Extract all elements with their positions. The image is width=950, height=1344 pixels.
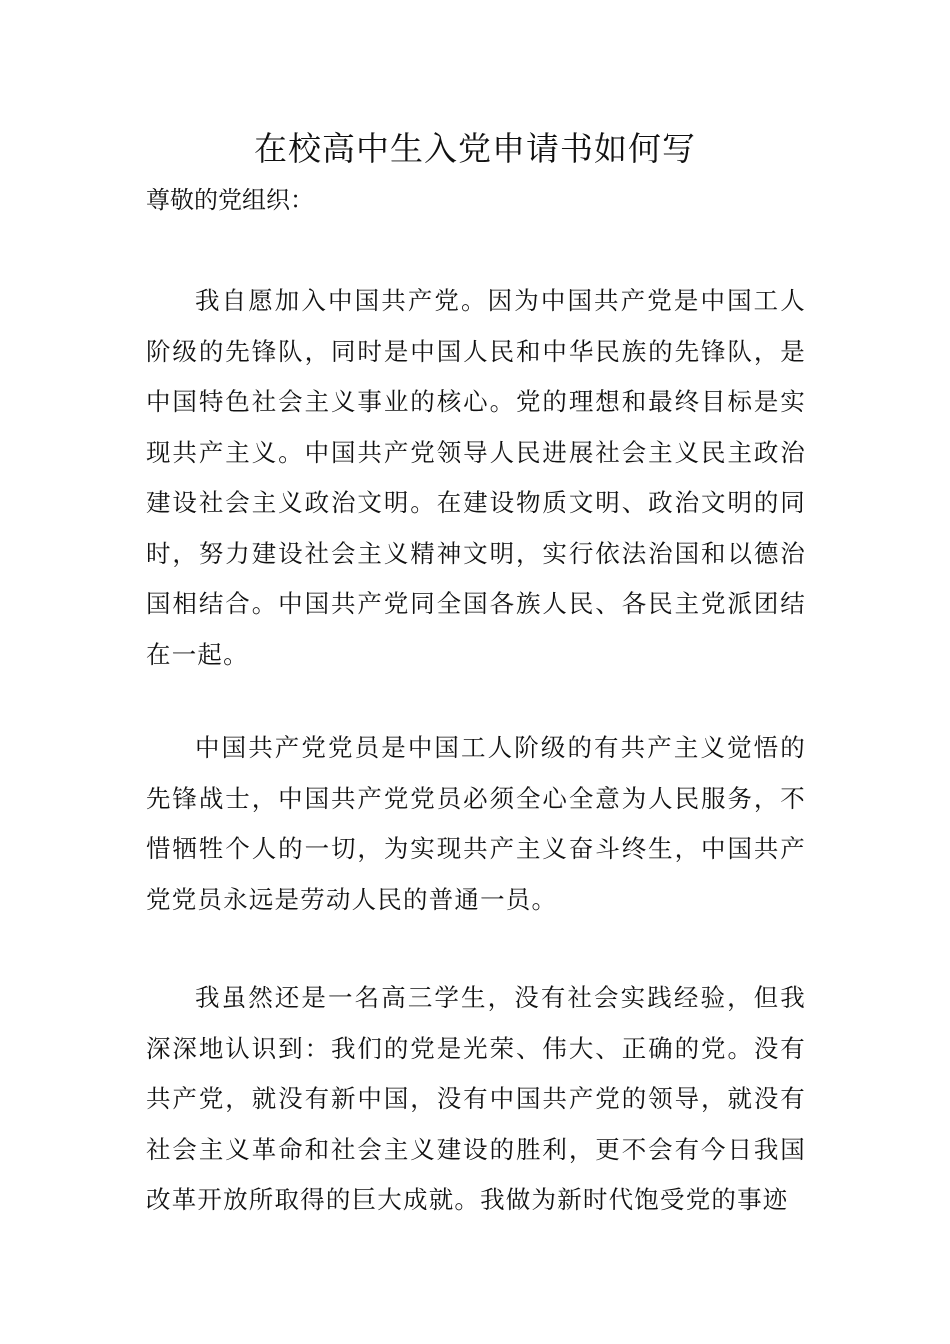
document-title: 在校高中生入党申请书如何写 <box>254 129 696 168</box>
paragraph-2: 中国共产党党员是中国工人阶级的有共产主义觉悟的先锋战士，中国共产党党员必须全心全意为人民服务，不惜牺牲个人的一切，为实现共产主义奋斗终生，中国共产党党员永远是劳动人民的普通一员。 <box>146 733 806 914</box>
paragraph-1: 我自愿加入中国共产党。因为中国共产党是中国工人阶级的先锋队，同时是中国人民和中华民族的先锋队，是中国特色社会主义事业的核心。党的理想和最终目标是实现共产主义。中国共产党领导人民进展社会主义民主政治建设社会主义政治文明。在建设物质文明、政治文明的同时，努力建设社会主义精神文明，实行依法治国和以德治国相结合。中国共产党同全国各族人民、各民主党派团结在一起。 <box>146 286 806 669</box>
paragraph-3: 我虽然还是一名高三学生，没有社会实践经验，但我深深地认识到：我们的党是光荣、伟大、正确的党。没有共产党，就没有新中国，没有中国共产党的领导，就没有社会主义革命和社会主义建设的胜利，更不会有今日我国改革开放所取得的巨大成就。我做为新时代饱受党的事迹 <box>146 983 806 1214</box>
salutation: 尊敬的党组织： <box>146 186 314 214</box>
